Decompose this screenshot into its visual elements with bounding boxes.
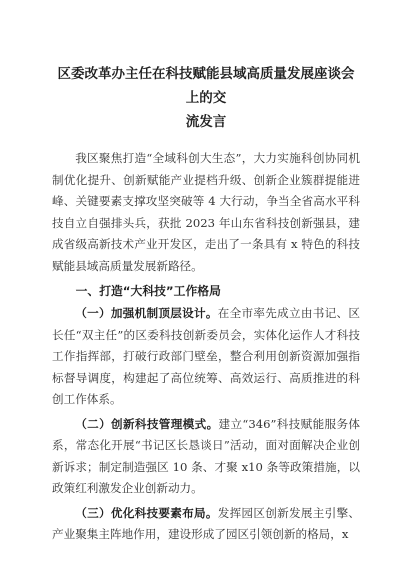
intro-paragraph: 我区聚焦打造“全域科创大生态”，大力实施科创协同机制优化提升、创新赋能产业提档升级、创新企业簇群提能进峰、关键要素支撑攻坚突破等 4 大行动，争当全省高水平科技自立自强排头兵，获批 2023 年山东省科技创新强县，建成省级高新技术产业开发区，走出了一条具有 x 特色的科技赋能县域高质量发展新路径。 <box>52 151 360 273</box>
item-paragraph-3 <box>52 503 360 546</box>
title-line-2: 流发言 <box>185 114 227 130</box>
item-label-2: （二）创新科技管理模式。 <box>75 416 219 431</box>
item-label-3: （三）优化科技要素布局。 <box>75 505 218 520</box>
item-text-2: 建立“346”科技赋能服务体系，常态化开展“书记区长恳谈日”活动，面对面解决企业创新诉求；制定制造强区 10 条、才聚 x10 条等政策措施，以政策红利激发企业创新动力。 <box>52 416 360 495</box>
document-title <box>52 62 360 134</box>
item-text-1: 在全市率先成立由书记、区长任“双主任”的区委科技创新委员会，实体化运作人才科技工作指挥部，打破行政部门壁垒，整合利用创新资源加强指标督导调度，构建起了高位统筹、高效运行、高质推进的科创工作体系。 <box>52 306 360 406</box>
item-paragraph-2 <box>52 414 360 500</box>
item-text-3: 发挥园区创新发展主引擎、产业聚集主阵地作用，建设形成了园区引领创新的格局，x <box>52 505 360 541</box>
item-paragraph-1 <box>52 303 360 411</box>
section-heading-1: 一、打造“大科技”工作格局 <box>75 284 221 298</box>
title-line-1: 区委改革办主任在科技赋能县域高质量发展座谈会上的交 <box>57 66 355 106</box>
item-label-1: （一）加强机制顶层设计。 <box>75 306 218 320</box>
